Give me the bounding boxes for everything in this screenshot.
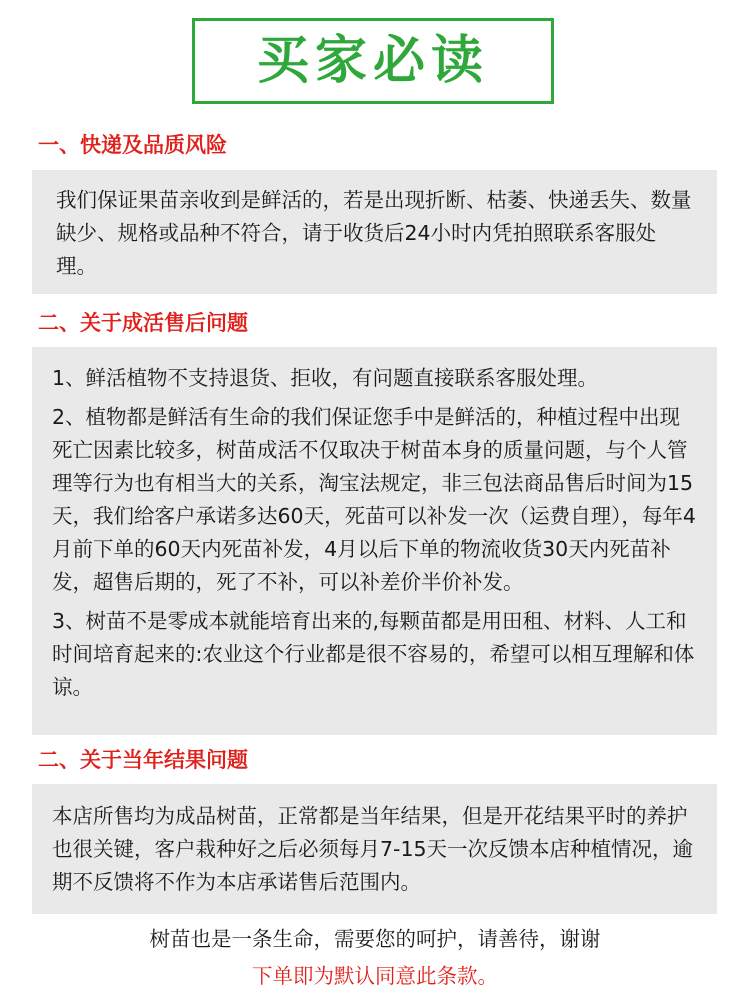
section-box-after-sales [32,347,717,735]
section-paragraph: 1、鲜活植物不支持退货、拒收，有问题直接联系客服处理。 [52,366,599,390]
section-paragraph: 我们保证果苗亲收到是鲜活的，若是出现折断、枯萎、快递丢失、数量缺少、规格或品种不符合，请于收货后24小时内凭拍照联系客服处理。 [56,188,692,278]
footer-note: 树苗也是一条生命，需要您的呵护，请善待，谢谢 [149,927,601,951]
section-paragraph: 3、树苗不是零成本就能培育出来的,每颗苗都是用田租、材料、人工和时间培育起来的:农业这个行业都是很不容易的，希望可以相互理解和体谅。 [52,609,695,699]
page-title: 买家必读 [256,31,489,91]
section-heading-fruiting: 二、关于当年结果问题 [38,748,248,772]
section-box-shipping-quality [32,170,717,294]
section-heading-shipping-quality: 一、快递及品质风险 [38,133,227,157]
section-box-fruiting [32,784,717,914]
section-heading-after-sales: 二、关于成活售后问题 [38,311,248,335]
section-paragraph: 本店所售均为成品树苗，正常都是当年结果，但是开花结果平时的养护也很关键，客户栽种好之后必须每月7-15天一次反馈本店种植情况，逾期不反馈将不作为本店承诺售后范围内。 [52,804,694,894]
title-banner [192,18,554,104]
footer-agreement: 下单即为默认同意此条款。 [252,964,498,988]
section-paragraph: 2、植物都是鲜活有生命的我们保证您手中是鲜活的，种植过程中出现死亡因素比较多，树苗成活不仅取决于树苗本身的质量问题，与个人管理等行为也有相当大的关系，淘宝法规定，非三包法商品售后时间为15天，我们给客户承诺多达60天，死苗可以补发一次（运费自理），每年4月前下单的60天内死苗补发，4月以后下单的物流收货30天内死苗补发，超售后期的，死了不补，可以补差价半价补发。 [52,405,696,594]
